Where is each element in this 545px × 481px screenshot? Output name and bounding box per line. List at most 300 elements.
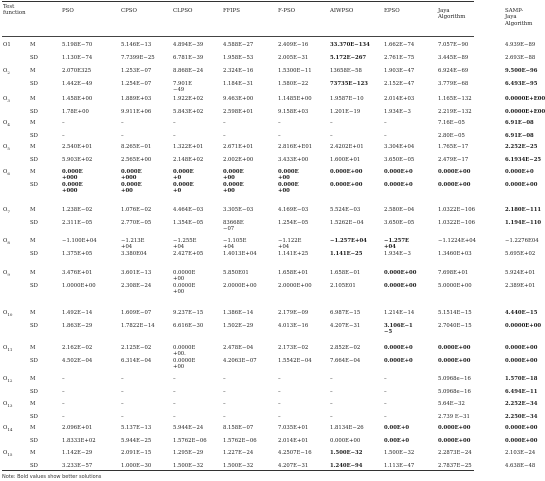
table-cell: 0.000E +00 — [223, 169, 244, 182]
stat-label: M — [30, 310, 36, 316]
table-cell: 2.761E−75 — [384, 54, 415, 61]
table-cell: 8.158E−07 — [223, 425, 254, 431]
stat-label: M — [30, 169, 36, 175]
table-cell: 0.000E+00 — [330, 181, 363, 188]
column-header: EPSO — [384, 8, 400, 14]
table-cell: 2.179E−09 — [278, 310, 309, 316]
function-name: O — [3, 120, 8, 126]
table-cell: 0.000E+00 — [505, 437, 538, 444]
table-cell: −1.255E +04 — [173, 238, 197, 251]
table-cell: 7.035E+01 — [278, 425, 309, 431]
function-index: 2 — [7, 70, 10, 76]
table-cell: 0.0000E +00. — [173, 345, 196, 358]
table-cell: 1.5762E−06 — [223, 437, 257, 444]
table-cell: 1.254E−07 — [121, 80, 152, 87]
table-cell: 13658E−58 — [330, 68, 362, 74]
table-cell: 73735E−123 — [330, 80, 368, 87]
table-cell: 2.014E+03 — [384, 96, 415, 102]
row-function-label — [3, 68, 10, 76]
table-cell: 1.254E−05 — [278, 219, 309, 226]
table-cell: 1.903E−47 — [384, 68, 415, 74]
table-cell: 1.295E−29 — [173, 450, 204, 456]
table-cell: 2.598E+01 — [223, 108, 254, 115]
table-cell: 1.000E−30 — [121, 462, 152, 469]
table-cell: 1.658E+01 — [278, 270, 309, 276]
stat-label: SD — [30, 219, 38, 226]
table-cell: 3.650E−05 — [384, 156, 415, 163]
table-cell: 1.354E−05 — [173, 219, 204, 226]
table-cell: 1.1485E+00 — [278, 96, 312, 102]
stat-label: M — [30, 345, 36, 351]
table-cell: 3.233E−57 — [62, 462, 93, 469]
table-cell: 2.005E−31 — [278, 54, 309, 61]
table-cell: 2.105E01 — [330, 282, 356, 289]
table-cell: 6.494E−11 — [505, 388, 538, 395]
table-cell: 9.158E+03 — [278, 108, 309, 115]
row-function-label — [3, 207, 10, 215]
table-cell: −1.122E +04 — [278, 238, 302, 251]
table-cell: 2.070E325 — [62, 68, 92, 74]
table-cell: 1.165E−132 — [438, 96, 472, 102]
table-cell: 1.076E−02 — [121, 207, 152, 213]
table-cell: 1.934E−3 — [384, 108, 411, 115]
table-cell: 2.7040E−15 — [438, 322, 472, 329]
table-cell: 1.889E+03 — [121, 96, 152, 102]
row-function-label — [3, 270, 10, 278]
table-cell: 2.096E+01 — [62, 425, 93, 431]
table-cell: 1.240E−94 — [330, 462, 363, 469]
table-cell: −1.257E+04 — [330, 238, 367, 244]
table-cell: – — [62, 132, 65, 139]
table-cell: 2.478E−04 — [223, 345, 254, 351]
table-cell: 0.000E+00 — [438, 169, 471, 175]
table-cell: 0.0000E+E00 — [505, 108, 545, 115]
table-cell: 0.000E+00 — [505, 357, 538, 364]
table-cell: – — [278, 413, 281, 420]
table-cell: 7.698E+01 — [438, 270, 469, 276]
table-cell: 0.000E +000 — [62, 169, 83, 182]
table-cell: – — [121, 401, 124, 407]
table-cell: 0.0000E+E00 — [505, 96, 545, 102]
column-header: CPSO — [121, 8, 137, 14]
table-cell: – — [278, 120, 281, 126]
table-cell: 3.476E+01 — [62, 270, 93, 276]
table-cell: 8.265E−01 — [121, 144, 152, 150]
table-cell: – — [173, 376, 176, 382]
function-index: 5 — [7, 146, 10, 152]
table-cell: 2.103E−24 — [505, 450, 536, 456]
function-index: 4 — [7, 122, 10, 128]
table-cell: 2.80E−05 — [438, 132, 465, 139]
table-cell: 1.500E−32 — [330, 450, 363, 456]
column-header: Jaya Algorithm — [438, 8, 466, 21]
stat-label: M — [30, 42, 36, 48]
row-function-label — [3, 169, 10, 177]
function-name: O — [3, 96, 8, 102]
table-cell: 6.781E−39 — [173, 54, 204, 61]
table-cell: 1.113E−47 — [384, 462, 415, 469]
function-index: 10 — [7, 312, 13, 318]
table-cell: 9.911E+06 — [121, 108, 152, 115]
table-footnote: Note: Bold values show better solutions — [2, 474, 102, 480]
table-cell: 0.000E+00 — [330, 169, 363, 175]
function-name: O — [3, 425, 8, 431]
stat-label: M — [30, 120, 36, 126]
table-cell: 1.609E−07 — [121, 310, 152, 316]
table-cell: 2.250E−34 — [505, 413, 538, 420]
table-cell: – — [62, 388, 65, 395]
table-cell: 83668E −07 — [223, 219, 244, 232]
table-cell: 6.987E−15 — [330, 310, 361, 316]
table-cell: 2.479E−17 — [438, 156, 469, 163]
stat-label: SD — [30, 156, 38, 163]
table-cell: – — [384, 376, 387, 382]
table-cell: 9.237E−15 — [173, 310, 204, 316]
table-cell: 2.162E−02 — [62, 345, 93, 351]
table-cell: 1.580E−22 — [278, 80, 309, 87]
function-name: O — [3, 401, 8, 407]
function-name: O — [3, 144, 8, 150]
table-cell: 2.693E−88 — [505, 54, 536, 61]
table-cell: 6.314E−04 — [121, 357, 152, 364]
row-function-label — [3, 42, 11, 50]
table-cell: 2.308E−24 — [121, 282, 152, 289]
table-cell: – — [62, 376, 65, 382]
table-cell: 1.658E−01 — [330, 270, 361, 276]
table-cell: 2.311E−05 — [62, 219, 93, 226]
table-cell: 1.214E−14 — [384, 310, 415, 316]
table-cell: 5.843E+02 — [173, 108, 204, 115]
table-cell: 1.184E−31 — [223, 80, 254, 87]
table-cell: – — [384, 120, 387, 126]
table-cell: 0.000E+0 — [384, 345, 413, 351]
table-cell: 2.0000E+00 — [278, 282, 312, 289]
stat-label: SD — [30, 322, 38, 329]
table-cell: 1.253E−07 — [121, 68, 152, 74]
table-cell: −1.2276E04 — [505, 238, 539, 244]
table-cell: 1.142E−29 — [62, 450, 93, 456]
table-cell: 0.000E+00 — [384, 270, 417, 276]
table-cell: – — [278, 388, 281, 395]
function-name: O1 — [3, 42, 11, 48]
table-cell: 2.252E−25 — [505, 144, 538, 150]
table-cell: 3.445E−89 — [438, 54, 469, 61]
table-cell: 0.000E+00 — [438, 425, 471, 431]
stat-label: M — [30, 68, 36, 74]
table-cell: 2.739 E−31 — [438, 413, 470, 420]
table-cell: 5.850E01 — [223, 270, 249, 276]
table-cell: 5.172E−267 — [330, 54, 367, 61]
table-cell: 4.588E−27 — [223, 42, 254, 48]
table-cell: 1.141E−25 — [330, 250, 363, 257]
table-cell: 5.903E+02 — [62, 156, 93, 163]
table-cell: – — [330, 120, 333, 126]
table-cell: – — [330, 388, 333, 395]
table-cell: – — [121, 388, 124, 395]
table-cell: – — [278, 132, 281, 139]
stat-label: SD — [30, 437, 38, 444]
table-cell: – — [121, 120, 124, 126]
column-header: FFIPS — [223, 8, 240, 14]
function-index: 13 — [7, 403, 13, 409]
table-cell: – — [384, 132, 387, 139]
table-cell: – — [223, 132, 226, 139]
table-cell: 0.000E+00 — [438, 437, 471, 444]
table-cell: 1.765E−17 — [438, 144, 469, 150]
table-cell: 0.000E+00 — [384, 282, 417, 289]
table-cell: 5.524E−03 — [330, 207, 361, 213]
table-cell: 1.4013E+04 — [223, 250, 257, 257]
table-cell: 4.013E−16 — [278, 322, 309, 329]
function-index: 8 — [7, 240, 10, 246]
table-cell: – — [384, 413, 387, 420]
table-cell: 1.194E−110 — [505, 219, 542, 226]
table-cell: 3.304E+04 — [384, 144, 415, 150]
row-function-label — [3, 144, 10, 152]
table-cell: 4.939E−89 — [505, 42, 536, 48]
table-cell: 1.9587E−10 — [330, 96, 364, 102]
table-cell: – — [330, 376, 333, 382]
table-cell: – — [223, 376, 226, 382]
table-cell: −1.100E+04 — [62, 238, 97, 244]
table-cell: 1.130E−74 — [62, 54, 93, 61]
table-cell: 3.433E+00 — [278, 156, 309, 163]
table-cell: 7.7399E−25 — [121, 54, 155, 61]
table-cell: 1.201E−19 — [330, 108, 361, 115]
table-cell: 1.322E+01 — [173, 144, 204, 150]
stat-label: SD — [30, 250, 38, 257]
table-cell: – — [62, 413, 65, 420]
stat-label: M — [30, 450, 36, 456]
table-cell: 0.00E+0 — [384, 437, 410, 444]
table-cell: 0.000E+00 — [505, 345, 538, 351]
column-header-test-function: Test function — [3, 4, 26, 17]
table-cell: 2.580E−04 — [384, 207, 415, 213]
table-cell: 1.78E+00 — [62, 108, 89, 115]
row-function-label — [3, 238, 10, 246]
row-function-label — [3, 310, 12, 318]
table-cell: 3.779E−68 — [438, 80, 469, 87]
table-cell: −1.257E +04 — [384, 238, 410, 251]
stat-label: M — [30, 96, 36, 102]
table-cell: 0.000E +000 — [62, 181, 83, 194]
stat-label: M — [30, 401, 36, 407]
table-cell: 3.106E−1 −5 — [384, 322, 413, 335]
stat-label: SD — [30, 388, 38, 395]
table-cell: 2.816E+E01 — [278, 144, 313, 150]
stat-label: M — [30, 270, 36, 276]
function-name: O — [3, 450, 8, 456]
function-name: O — [3, 68, 8, 74]
stat-label: M — [30, 207, 36, 213]
table-cell: 7.664E−04 — [330, 357, 361, 364]
table-cell: 1.3460E+03 — [438, 250, 472, 257]
table-cell: 2.7837E−25 — [438, 462, 472, 469]
table-cell: – — [173, 413, 176, 420]
function-index: 15 — [7, 452, 13, 458]
table-cell: 0.000E+00 — [505, 181, 538, 188]
stat-label: M — [30, 376, 36, 382]
table-cell: 0.000E+00 — [330, 437, 361, 444]
table-cell: – — [223, 388, 226, 395]
column-header: PSO — [62, 8, 74, 14]
table-cell: – — [330, 132, 333, 139]
stat-label: SD — [30, 108, 38, 115]
table-cell: 0.000E+00 — [438, 345, 471, 351]
table-cell: 5.1514E−15 — [438, 310, 472, 316]
table-cell: 7.057E−90 — [438, 42, 469, 48]
table-cell: 1.502E−29 — [223, 322, 254, 329]
table-cell: 0.000E+0 — [505, 169, 534, 175]
table-cell: 2.2873E−24 — [438, 450, 472, 456]
table-cell: 1.0000E+00 — [62, 282, 96, 289]
table-cell: 2.152E−47 — [384, 80, 415, 87]
table-cell: 0.0000E +00 — [173, 270, 196, 283]
table-cell: 5.0968e−16 — [438, 376, 471, 382]
function-index: 11 — [7, 347, 13, 353]
table-cell: 2.252E−34 — [505, 401, 538, 407]
table-cell: 0.0000E +00 — [173, 357, 196, 370]
row-function-label — [3, 120, 10, 128]
table-cell: 2.770E−05 — [121, 219, 152, 226]
table-cell: – — [330, 401, 333, 407]
table-cell: 2.125E−02 — [121, 345, 152, 351]
stat-label: SD — [30, 80, 38, 87]
table-cell: 0.000E +00 — [223, 181, 244, 194]
table-cell: – — [384, 401, 387, 407]
table-cell: – — [173, 388, 176, 395]
column-header: CLPSO — [173, 8, 193, 14]
table-cell: 1.5262E−04 — [330, 219, 364, 226]
table-cell: 0.000E+0 — [384, 169, 413, 175]
table-cell: 1.458E+00 — [62, 96, 93, 102]
table-cell: – — [62, 401, 65, 407]
stat-label: SD — [30, 132, 38, 139]
column-header: SAMP-Jaya Algorithm — [505, 8, 533, 27]
table-cell: 5.944E−24 — [173, 425, 204, 431]
table-cell: 7.16E−05 — [438, 120, 465, 126]
table-cell: – — [384, 388, 387, 395]
table-cell: 2.427E+05 — [173, 250, 204, 257]
column-header: F-PSO — [278, 8, 296, 14]
table-cell: 5.695E+02 — [505, 250, 536, 257]
row-function-label — [3, 345, 12, 353]
table-cell: −1.213E +04 — [121, 238, 145, 251]
row-function-label — [3, 401, 12, 409]
function-index: 7 — [7, 209, 10, 215]
table-cell: 1.500E−32 — [223, 462, 254, 469]
stat-label: SD — [30, 54, 38, 61]
table-cell: 6.924E−69 — [438, 68, 469, 74]
table-cell: 2.180E−111 — [505, 207, 542, 213]
table-cell: 0.0000E +00 — [173, 282, 196, 295]
table-cell: 1.958E−53 — [223, 54, 254, 61]
table-cell: 1.8134E−26 — [330, 425, 364, 431]
function-index: 12 — [7, 378, 13, 384]
table-cell: – — [278, 376, 281, 382]
table-cell: 2.002E+00 — [223, 156, 254, 163]
table-cell: 1.662E−74 — [384, 42, 415, 48]
function-index: 6 — [7, 171, 10, 177]
table-cell: 0.00E+0 — [384, 425, 410, 431]
table-cell: 1.386E−14 — [223, 310, 254, 316]
table-cell: 5.0968e−16 — [438, 388, 471, 395]
table-cell: – — [121, 132, 124, 139]
table-cell: 0.000E+0 — [384, 357, 413, 364]
function-name: O — [3, 238, 8, 244]
table-cell: 1.500E−32 — [384, 450, 415, 456]
table-top-rule — [2, 1, 474, 2]
function-name: O — [3, 270, 8, 276]
table-cell: 2.014E+01 — [278, 437, 309, 444]
row-function-label — [3, 96, 10, 104]
table-cell: 2.219E−132 — [438, 108, 472, 115]
table-cell: −1.1224E+04 — [438, 238, 477, 244]
table-cell: 2.091E−15 — [121, 450, 152, 456]
table-cell: 2.671E+01 — [223, 144, 254, 150]
table-cell: 9.500E−96 — [505, 68, 538, 74]
table-bottom-rule — [2, 470, 474, 471]
table-cell: 2.852E−02 — [330, 345, 361, 351]
stat-label: SD — [30, 413, 38, 420]
table-cell: 0.000E +0 — [173, 181, 194, 194]
table-cell: 0.000E+00 — [438, 357, 471, 364]
table-cell: – — [223, 401, 226, 407]
table-cell: 1.570E−18 — [505, 376, 538, 382]
table-cell: 5.137E−13 — [121, 425, 152, 431]
table-cell: 1.492E−14 — [62, 310, 93, 316]
table-cell: 5.146E−13 — [121, 42, 152, 48]
table-cell: 1.238E−02 — [62, 207, 93, 213]
table-cell: 1.5762E−06 — [173, 437, 207, 444]
table-cell: 5.64E−32 — [438, 401, 465, 407]
table-cell: 4.638E−48 — [505, 462, 536, 469]
row-function-label — [3, 425, 12, 433]
stat-label: M — [30, 425, 36, 431]
table-cell: 4.207E−31 — [278, 462, 309, 469]
table-cell: 1.5300E−11 — [278, 68, 312, 74]
function-name: O — [3, 345, 8, 351]
table-cell: 0.000E +00 — [278, 169, 299, 182]
row-function-label — [3, 450, 12, 458]
table-cell: – — [330, 413, 333, 420]
table-cell: 0.000E +00 — [121, 181, 142, 194]
table-cell: 2.540E+01 — [62, 144, 93, 150]
stat-label: M — [30, 238, 36, 244]
header-bottom-rule — [2, 36, 474, 37]
function-index: 14 — [7, 427, 13, 433]
table-cell: 5.944E−25 — [121, 437, 152, 444]
function-index: 9 — [7, 272, 10, 278]
table-cell: – — [62, 120, 65, 126]
table-cell: 6.493E−95 — [505, 80, 538, 87]
table-cell: 5.0000E+00 — [438, 282, 472, 289]
table-cell: 0.000E+00 — [505, 425, 538, 431]
table-cell: 1.227E−24 — [223, 450, 254, 456]
table-cell: 2.324E−16 — [223, 68, 254, 74]
table-cell: 4.894E−39 — [173, 42, 204, 48]
table-cell: 3.380E04 — [121, 250, 147, 257]
table-cell: 2.0000E+00 — [223, 282, 257, 289]
table-cell: 5.924E+01 — [505, 270, 536, 276]
table-cell: 1.7822E−14 — [121, 322, 155, 329]
table-cell: 0.000E +000 — [121, 169, 142, 182]
table-cell: 9.463E+00 — [223, 96, 254, 102]
table-cell: 3.305E−03 — [223, 207, 254, 213]
function-name: O — [3, 376, 8, 382]
function-name: O — [3, 207, 8, 213]
table-cell: 6.91E−08 — [505, 132, 534, 139]
